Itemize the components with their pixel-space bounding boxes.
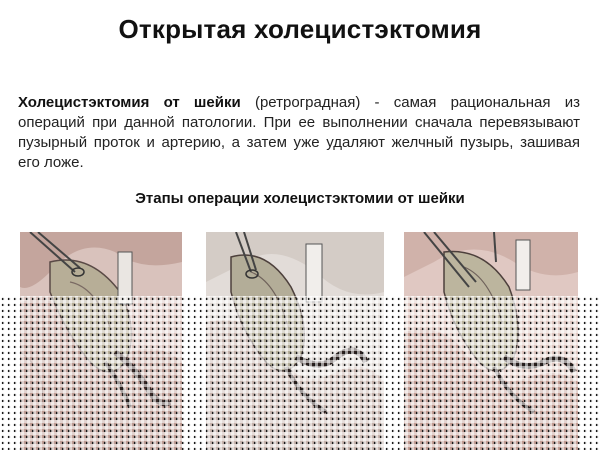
stages-subtitle: Этапы операции холецистэктомии от шейки [135, 190, 465, 207]
stage-3-illustration [404, 232, 578, 450]
term-bold: Холецистэктомия от шейки [18, 94, 241, 111]
description-text: (ретроградная) - самая рациональная из операций при данной патологии. При ее выполнении сначала перевязывают пузырный проток и артерию, а затем уже удаляют желчный пузырь, зашивая его ложе. [18, 94, 580, 171]
stage-1-illustration [20, 232, 182, 450]
stage-2-illustration [206, 232, 384, 450]
description-paragraph [18, 93, 580, 173]
page-title: Открытая холецистэктомия [118, 14, 482, 44]
